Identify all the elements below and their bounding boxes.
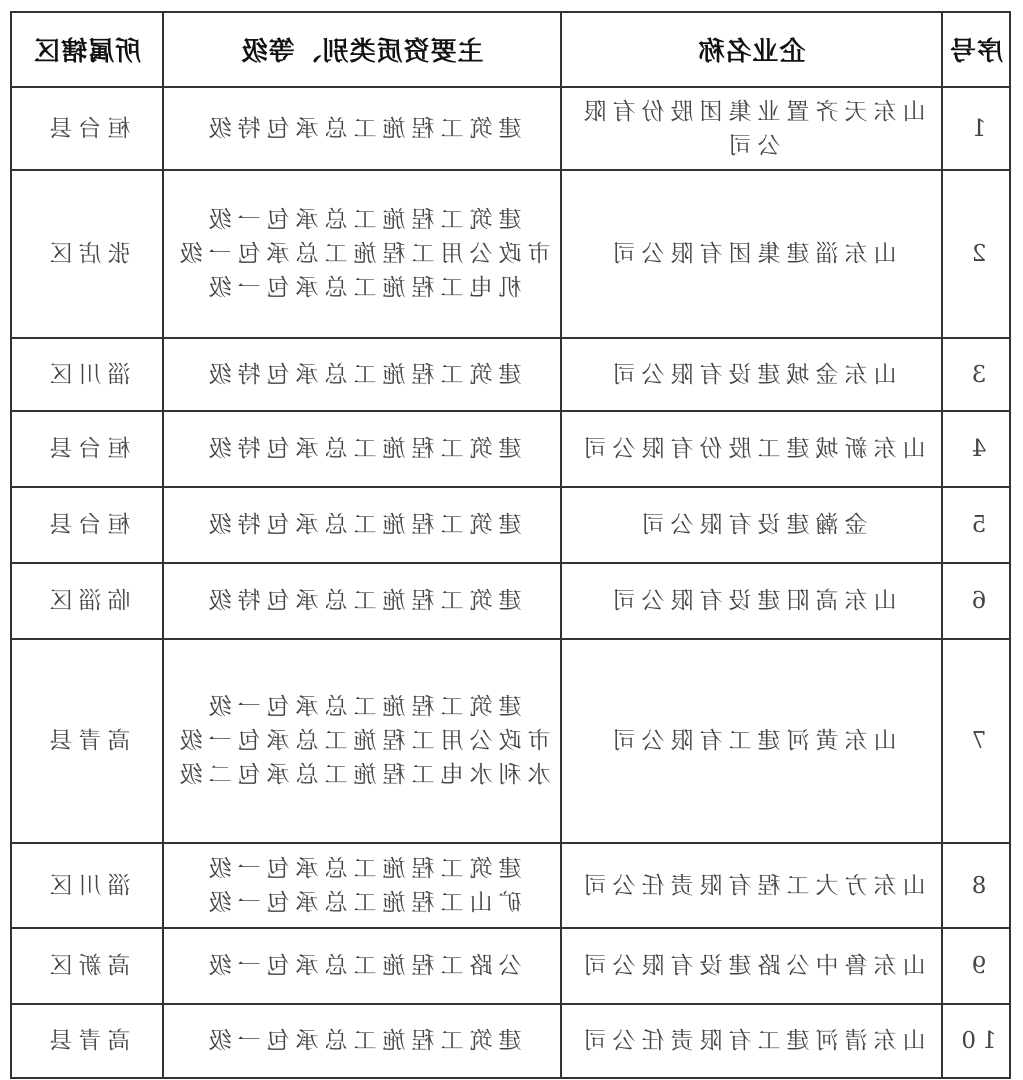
row-index: 7 [942, 639, 1010, 843]
company-name: 山东金城建设有限公司 [561, 338, 942, 411]
table-body [11, 87, 1010, 1078]
district: 临淄区 [11, 563, 163, 639]
company-name: 金瀚建设有限公司 [561, 487, 942, 563]
qualification-item: 水利水电工程施工总承包二级 [173, 762, 551, 788]
qualification-item: 建筑工程施工总承包特级 [202, 588, 522, 614]
company-name: 山东方大工程有限责任公司 [561, 843, 942, 928]
company-name: 山东天齐置业集团股份有限公司 [561, 87, 942, 170]
qualification-item: 建筑工程施工总承包一级 [202, 1028, 522, 1054]
qualification-cell [163, 338, 561, 411]
district: 高青县 [11, 639, 163, 843]
district: 淄川区 [11, 338, 163, 411]
table-row [11, 338, 1010, 411]
row-index: 5 [942, 487, 1010, 563]
company-name: 山东淄建集团有限公司 [561, 170, 942, 338]
qualification-item: 建筑工程施工总承包特级 [202, 361, 522, 388]
qualification-item: 矿山工程施工总承包一级 [202, 889, 522, 916]
qualification-item: 建筑工程施工总承包一级 [202, 694, 522, 720]
qualification-item: 建筑工程施工总承包一级 [202, 207, 522, 233]
table-row [11, 411, 1010, 487]
qualification-cell [163, 639, 561, 843]
table-row [11, 843, 1010, 928]
table-row [11, 563, 1010, 639]
district: 桓台县 [11, 87, 163, 170]
qualification-cell [163, 843, 561, 928]
row-index: 3 [942, 338, 1010, 411]
qualification-item: 公路工程施工总承包一级 [202, 953, 522, 979]
row-index: 4 [942, 411, 1010, 487]
row-index: 6 [942, 563, 1010, 639]
row-index: 10 [942, 1004, 1010, 1078]
district: 桓台县 [11, 487, 163, 563]
qualification-item: 机电工程施工总承包一级 [202, 275, 522, 301]
qualification-cell [163, 87, 561, 170]
qualification-cell [163, 928, 561, 1004]
table-row [11, 1004, 1010, 1078]
company-name: 山东黄河建工有限公司 [561, 639, 942, 843]
row-index: 8 [942, 843, 1010, 928]
qualification-item: 建筑工程施工总承包一级 [202, 855, 522, 882]
row-index: 9 [942, 928, 1010, 1004]
district: 桓台县 [11, 411, 163, 487]
table-row [11, 87, 1010, 170]
row-index: 1 [942, 87, 1010, 170]
qualification-cell [163, 170, 561, 338]
table-row [11, 928, 1010, 1004]
company-name: 山东清河建工有限责任公司 [561, 1004, 942, 1078]
enterprise-table [10, 11, 1011, 1079]
table-row [11, 170, 1010, 338]
row-index: 2 [942, 170, 1010, 338]
qualification-item: 市政公用工程施工总承包一级 [173, 241, 551, 267]
qualification-cell [163, 411, 561, 487]
header-company: 企业名称 [561, 12, 942, 87]
qualification-item: 建筑工程施工总承包特级 [202, 512, 522, 538]
district: 张店区 [11, 170, 163, 338]
table-row [11, 639, 1010, 843]
district: 淄川区 [11, 843, 163, 928]
header-district: 所属辖区 [11, 12, 163, 87]
header-row [11, 12, 1010, 87]
table-row [11, 487, 1010, 563]
qualification-cell [163, 563, 561, 639]
qualification-item: 建筑工程施工总承包特级 [202, 436, 522, 462]
district: 高青县 [11, 1004, 163, 1078]
qualification-item: 建筑工程施工总承包特级 [202, 115, 522, 142]
company-name: 山东高阳建设有限公司 [561, 563, 942, 639]
company-name: 山东新城建工股份有限公司 [561, 411, 942, 487]
company-name: 山东鲁中公路建设有限公司 [561, 928, 942, 1004]
header-index: 序号 [942, 12, 1010, 87]
qualification-item: 市政公用工程施工总承包一级 [173, 728, 551, 754]
district: 高新区 [11, 928, 163, 1004]
header-qualification: 主要资质类别、等级 [163, 12, 561, 87]
qualification-cell [163, 1004, 561, 1078]
qualification-cell [163, 487, 561, 563]
